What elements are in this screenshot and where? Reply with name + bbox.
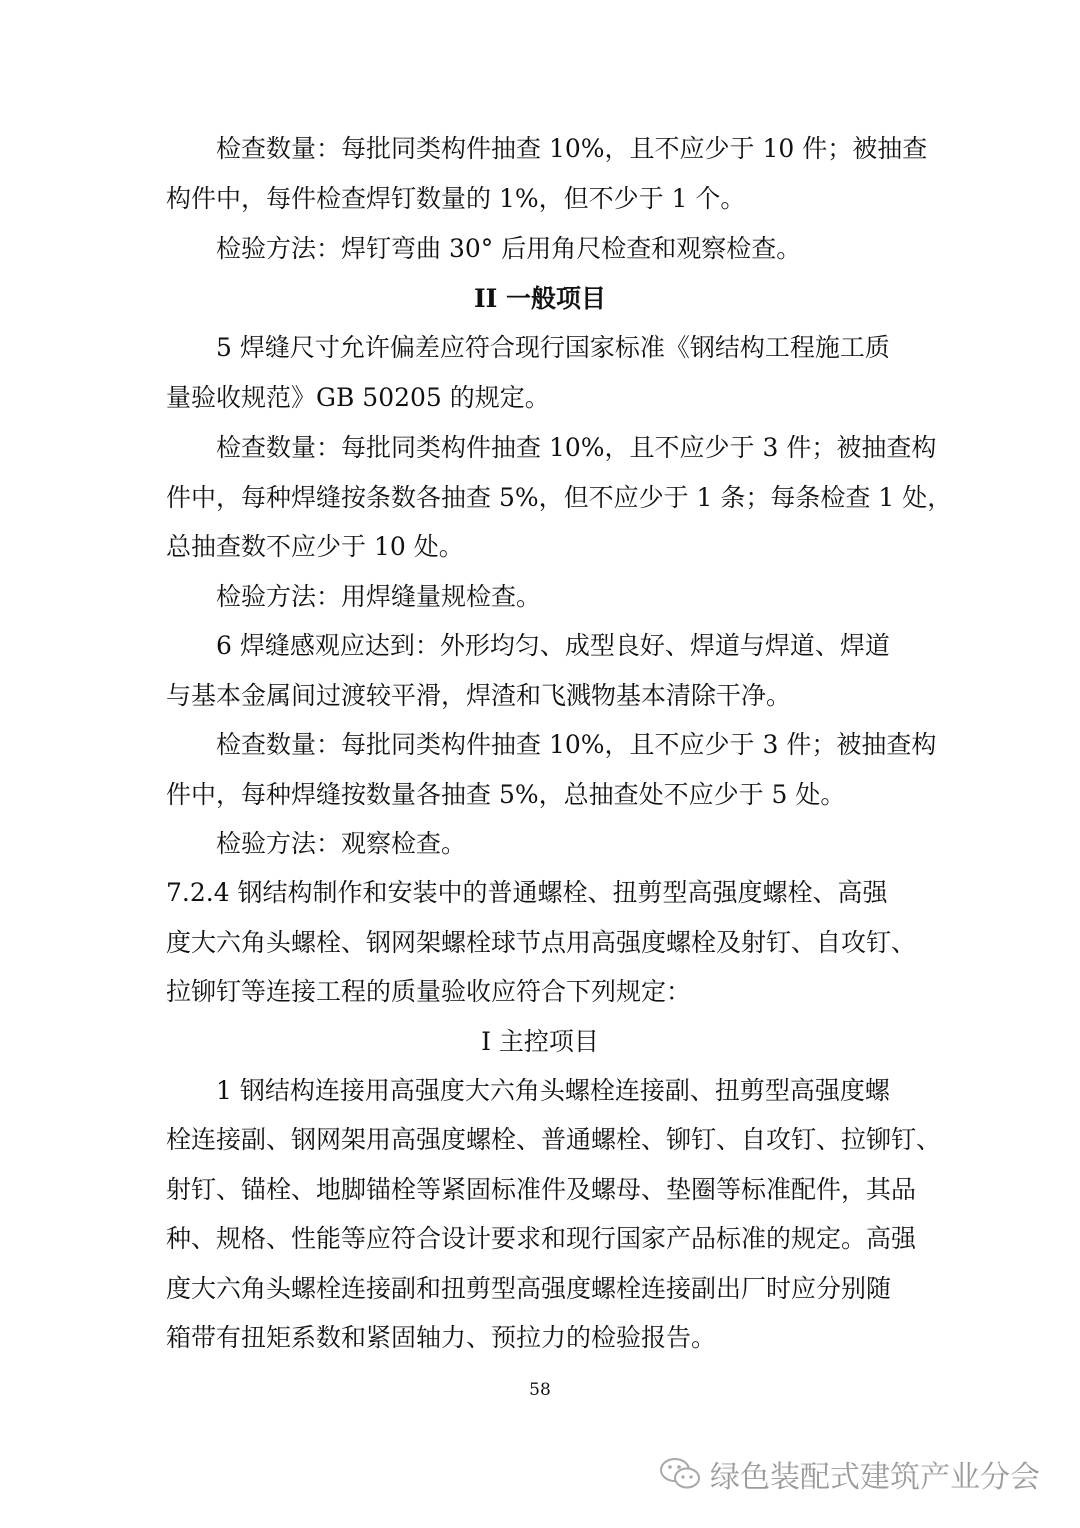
paragraph-line: 6 焊缝感观应达到：外形均匀、成型良好、焊道与焊道、焊道 bbox=[216, 631, 890, 660]
section-heading: II 一般项目 bbox=[473, 284, 607, 313]
paragraph-line: 与基本金属间过渡较平滑，焊渣和飞溅物基本清除干净。 bbox=[166, 681, 792, 710]
page-number: 58 bbox=[529, 1380, 551, 1400]
paragraph-line: 检验方法：焊钉弯曲 30° 后用角尺检查和观察检查。 bbox=[216, 234, 802, 263]
paragraph-line: 拉铆钉等连接工程的质量验收应符合下列规定： bbox=[166, 977, 692, 1006]
watermark-text: 绿色装配式建筑产业分会 bbox=[710, 1460, 1040, 1495]
paragraph-line: 件中，每种焊缝按数量各抽查 5%，总抽查处不应少于 5 处。 bbox=[166, 780, 846, 809]
paragraph-line: 5 焊缝尺寸允许偏差应符合现行国家标准《钢结构工程施工质 bbox=[216, 333, 890, 362]
paragraph-line: 量验收规范》GB 50205 的规定。 bbox=[166, 383, 550, 412]
clause-line: 7.2.4 钢结构制作和安装中的普通螺栓、扭剪型高强度螺栓、高强 bbox=[166, 878, 888, 907]
paragraph-line: 度大六角头螺栓连接副和扭剪型高强度螺栓连接副出厂时应分别随 bbox=[166, 1274, 892, 1303]
paragraph-line: 总抽查数不应少于 10 处。 bbox=[166, 532, 464, 561]
paragraph-line: 栓连接副、钢网架用高强度螺栓、普通螺栓、铆钉、自攻钉、拉铆钉、 bbox=[166, 1125, 942, 1154]
paragraph-line: 检验方法：用焊缝量规检查。 bbox=[216, 582, 542, 611]
section-heading: I 主控项目 bbox=[481, 1027, 599, 1056]
watermark bbox=[658, 1452, 1040, 1496]
paragraph-line: 检查数量：每批同类构件抽查 10%，且不应少于 10 件；被抽查 bbox=[216, 134, 928, 163]
paragraph-line: 检查数量：每批同类构件抽查 10%，且不应少于 3 件；被抽查构 bbox=[216, 433, 937, 462]
paragraph-line: 检验方法：观察检查。 bbox=[216, 829, 467, 858]
paragraph-line: 件中，每种焊缝按条数各抽查 5%，但不应少于 1 条；每条检查 1 处， bbox=[166, 483, 953, 512]
paragraph-line: 箱带有扭矩系数和紧固轴力、预拉力的检验报告。 bbox=[166, 1323, 717, 1352]
paragraph-line: 检查数量：每批同类构件抽查 10%，且不应少于 3 件；被抽查构 bbox=[216, 730, 937, 759]
paragraph-line: 构件中，每件检查焊钉数量的 1%，但不少于 1 个。 bbox=[166, 184, 746, 213]
wechat-icon bbox=[658, 1456, 702, 1492]
paragraph-line: 1 钢结构连接用高强度大六角头螺栓连接副、扭剪型高强度螺 bbox=[216, 1076, 890, 1105]
paragraph-line: 种、规格、性能等应符合设计要求和现行国家产品标准的规定。高强 bbox=[166, 1224, 917, 1253]
paragraph-line: 度大六角头螺栓、钢网架螺栓球节点用高强度螺栓及射钉、自攻钉、 bbox=[166, 928, 917, 957]
paragraph-line: 射钉、锚栓、地脚锚栓等紧固标准件及螺母、垫圈等标准配件，其品 bbox=[166, 1175, 917, 1204]
